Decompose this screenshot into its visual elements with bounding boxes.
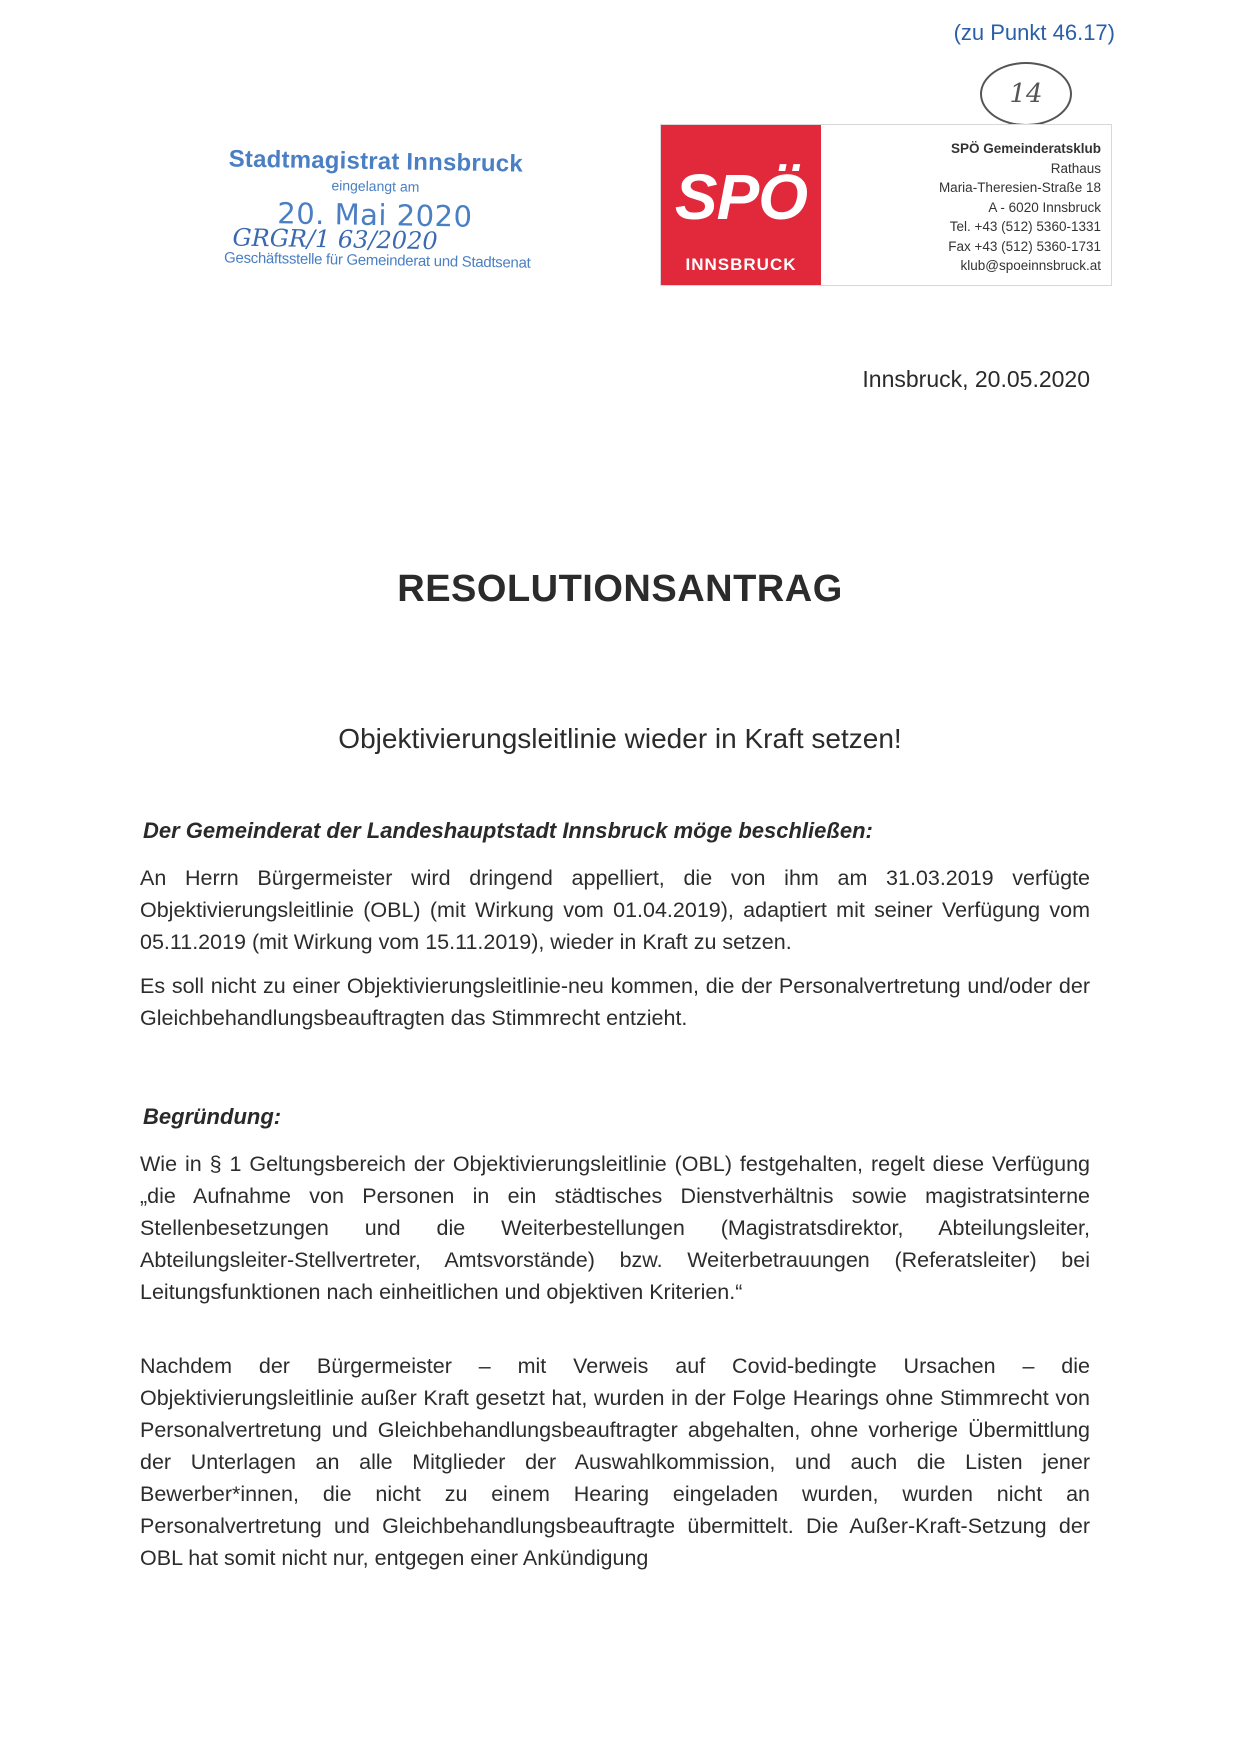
logo-text: SPÖ: [674, 161, 808, 233]
resolution-paragraph: An Herrn Bürgermeister wird dringend appelliert, die von ihm am 31.03.2019 verfügte Objektivierungsleitlinie (OBL) (mit Wirkung vom 01.04.2019), adaptiert mit seiner Verfügung vom 05.11.2019 (mit Wirkung vom 15.11.2019), wieder in Kraft zu setzen.: [140, 866, 1090, 954]
place-date: Innsbruck, 20.05.2020: [862, 366, 1090, 392]
document-title: RESOLUTIONSANTRAG: [397, 568, 843, 610]
sender-address: [821, 125, 1111, 285]
agenda-reference: (zu Punkt 46.17): [953, 20, 1115, 45]
address-line: Rathaus: [1050, 160, 1101, 176]
address-email: klub@spoeinnsbruck.at: [960, 258, 1101, 273]
page-mark: 14: [980, 62, 1072, 126]
address-line: A - 6020 Innsbruck: [988, 199, 1101, 215]
stamp-office: Stadtmagistrat Innsbruck: [228, 145, 524, 178]
received-stamp: [223, 145, 531, 272]
logo-city: INNSBRUCK: [685, 255, 797, 274]
stamp-received-label: eingelangt am: [331, 177, 420, 195]
reason-paragraph: Wie in § 1 Geltungsbereich der Objektivierungsleitlinie (OBL) festgehalten, regelt diese Verfügung „die Aufnahme von Personen in ein städtisches Dienstverhältnis sowie magistratsinterne Stellenbesetzungen und die Weiterbestellungen (Magistratsdirektor, Abteilungsleiter, Abteilungsleiter-Stellvertreter, Amtsvorstände) bzw. Weiterbetrauungen (Referatsleiter) bei Leitungsfunktionen nach einheitlichen und objektiven Kriterien.“: [140, 1152, 1090, 1304]
stamp-date: 20. Mai 2020: [276, 196, 473, 234]
address-fax: Fax +43 (512) 5360-1731: [948, 238, 1101, 254]
reason-heading: Begründung:: [143, 1104, 282, 1129]
address-line: Maria-Theresien-Straße 18: [938, 180, 1101, 195]
letterhead: [660, 124, 1112, 286]
reason-paragraph: Nachdem der Bürgermeister – mit Verweis auf Covid-bedingte Ursachen – die Objektivierungsleitlinie außer Kraft gesetzt hat, wurden in der Folge Hearings ohne Stimmrecht von Personalvertretung und Gleichbehandlungsbeauftragter abgehalten, ohne vorherige Übermittlung der Unterlagen an alle Mitglieder der Auswahlkommission, und auch die Listen jener Bewerber*innen, die nicht zu einem Hearing eingeladen wurden, wurden nicht an Personalvertretung und Gleichbehandlungsbeauftragte übermittelt. Die Außer-Kraft-Setzung der OBL hat somit nicht nur, entgegen einer Ankündigung: [140, 1354, 1090, 1570]
resolution-paragraph: Es soll nicht zu einer Objektivierungsleitlinie-neu kommen, die der Personalvertretung und/oder der Gleichbehandlungsbeauftragten das Stimmrecht entzieht.: [140, 974, 1090, 1030]
stamp-department: Geschäftsstelle für Gemeinderat und Stadtsenat: [223, 249, 531, 272]
stamp-reference-number: GRGR/1 63/2020: [232, 223, 438, 256]
address-tel: Tel. +43 (512) 5360-1331: [949, 219, 1101, 234]
address-club: SPÖ Gemeinderatsklub: [950, 141, 1101, 156]
spoe-logo: [661, 125, 821, 285]
document-subtitle: Objektivierungsleitlinie wieder in Kraft setzen!: [338, 723, 902, 754]
resolution-heading: Der Gemeinderat der Landeshauptstadt Innsbruck möge beschließen:: [143, 818, 873, 843]
